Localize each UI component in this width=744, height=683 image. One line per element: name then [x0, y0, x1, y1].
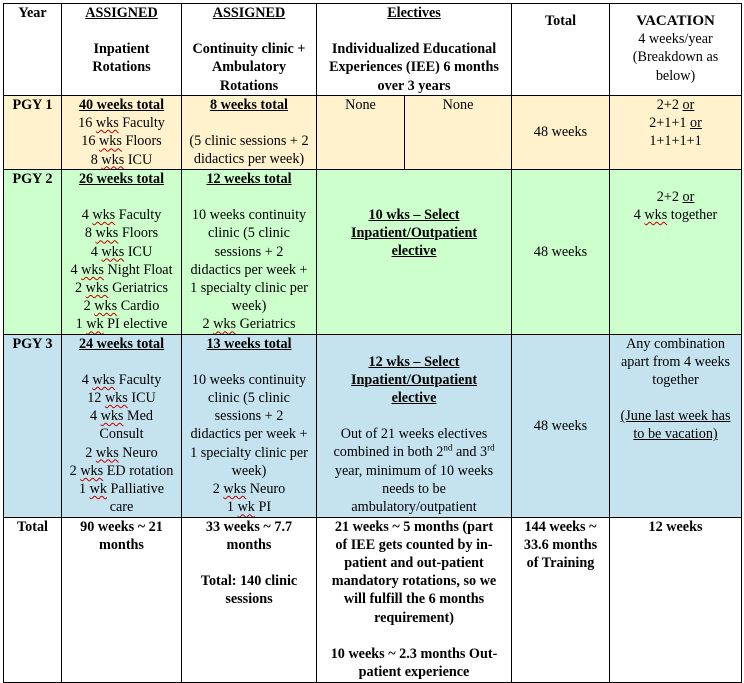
totals-continuity [182, 517, 317, 682]
totals-training-line: 144 weeks ~ [524, 518, 597, 535]
pgy3-elective-note: year, minimum of 10 weeks [334, 462, 494, 479]
rotation-item: 4 wks Faculty [81, 371, 162, 388]
pgy3-continuity-line: 1 specialty clinic per [190, 444, 308, 461]
header-assigned-1: ASSIGNED [85, 5, 158, 21]
pgy3-elective-note: combined in both 2nd and 3rd [333, 442, 495, 461]
pgy2-continuity-line: 1 specialty clinic per [190, 280, 308, 297]
rotation-item: 2 wks Geriatrics [75, 280, 168, 297]
header-electives-line: Individualized Educational [331, 41, 497, 58]
rotation-item: 2 wks Neuro [85, 444, 158, 461]
pgy3-label: PGY 3 [4, 334, 62, 517]
header-vacation-title: VACATION [636, 13, 715, 29]
totals-row [4, 517, 742, 682]
totals-electives-line: 21 weeks ~ 5 months (part [334, 518, 494, 535]
pgy3-continuity-line: clinic (5 clinic [208, 390, 290, 407]
pgy3-inpatient-total: 24 weeks total [78, 335, 165, 352]
header-inpatient-line: Inpatient [93, 41, 150, 58]
pgy3-elective-line: elective [391, 390, 437, 407]
header-assigned-2: ASSIGNED [212, 5, 286, 21]
rotation-item: 1 wk Palliative [78, 481, 165, 498]
pgy2-continuity [182, 170, 317, 335]
header-electives-line: over 3 years [377, 77, 451, 94]
pgy2-continuity-line: sessions + 2 [214, 243, 284, 260]
totals-inpatient [62, 517, 182, 682]
rotation-item: 12 wks ICU [87, 390, 156, 407]
pgy2-inpatient-total: 26 weeks total [78, 171, 165, 187]
totals-inpatient-line: months [99, 536, 144, 553]
totals-electives-out: patient experience [358, 664, 470, 681]
pgy1-row [4, 96, 742, 170]
pgy3-vacation [610, 334, 742, 517]
rotation-item: 4 wks Night Float [70, 261, 173, 278]
header-inpatient-line: Rotations [92, 59, 151, 76]
pgy2-inpatient [62, 170, 182, 335]
pgy1-vacation [610, 96, 742, 170]
pgy3-elective-note: Out of 21 weeks electives [340, 426, 488, 443]
pgy3-inpatient [62, 334, 182, 517]
totals-vacation: 12 weeks [610, 517, 742, 682]
rotation-item: 1 wk PI elective [75, 316, 168, 333]
pgy3-continuity [182, 334, 317, 517]
totals-label: Total [4, 517, 62, 682]
pgy2-row [4, 170, 742, 335]
pgy3-elective-line: Inpatient/Outpatient [350, 371, 478, 388]
pgy2-continuity-total: 12 weeks total [206, 171, 292, 187]
pgy2-vacation [610, 170, 742, 335]
pgy2-elective-line: elective [391, 243, 437, 260]
rotation-item: 16 wks Faculty [78, 115, 165, 132]
totals-electives-out: 10 weeks ~ 2.3 months Out- [330, 645, 498, 662]
rotation-item: 8 wks Floors [84, 225, 159, 242]
totals-electives-line: requirement) [374, 609, 454, 626]
vacation-option: 2+2 or [656, 189, 695, 205]
rotation-item: 16 wks Floors [81, 133, 162, 150]
header-continuity [182, 4, 317, 96]
pgy3-vacation-line: together [652, 372, 699, 389]
rotation-item: 4 wks ICU [90, 243, 153, 260]
header-electives-title: Electives [387, 5, 441, 21]
pgy3-row [4, 334, 742, 517]
header-continuity-line: Rotations [219, 77, 279, 94]
totals-training-line: 33.6 months [523, 536, 598, 553]
totals-training [512, 517, 610, 682]
totals-training-line: of Training [526, 555, 595, 572]
vacation-option: 4 wks together [633, 207, 718, 224]
header-vacation [610, 4, 742, 96]
pgy2-total: 48 weeks [512, 170, 610, 335]
pgy3-continuity-line: week) [231, 462, 267, 479]
header-electives-line: Experiences (IEE) 6 months [329, 59, 499, 76]
totals-electives-line: mandatory rotations, so we [331, 573, 497, 590]
pgy1-continuity [182, 96, 317, 170]
pgy1-label: PGY 1 [4, 96, 62, 170]
header-vacation-line: 4 weeks/year [638, 31, 713, 48]
header-electives [317, 4, 512, 96]
rotation-item: 2 wks ED rotation [69, 462, 174, 479]
pgy1-total: 48 weeks [512, 96, 610, 170]
pgy2-continuity-line: 10 weeks continuity [191, 207, 307, 224]
pgy3-vacation-line: Any combination [626, 335, 725, 352]
header-continuity-line: Continuity clinic + [192, 41, 306, 58]
residency-schedule-table [3, 3, 742, 683]
rotation-item: 2 wks Neuro [212, 481, 286, 498]
header-year: Year [4, 4, 62, 96]
totals-inpatient-line: 90 weeks ~ 21 [80, 518, 163, 535]
totals-electives-line: of IEE gets counted by in- [335, 536, 493, 553]
rotation-item: 2 wks Geriatrics [202, 316, 296, 333]
pgy2-label: PGY 2 [4, 170, 62, 335]
header-continuity-line: Ambulatory [211, 59, 287, 76]
pgy3-continuity-line: sessions + 2 [214, 408, 284, 425]
totals-continuity-line: months [226, 536, 272, 553]
pgy1-continuity-line: didactics per week) [193, 151, 305, 168]
header-inpatient [62, 4, 182, 96]
pgy1-inpatient-total: 40 weeks total [78, 97, 165, 113]
pgy3-continuity-line: 10 weeks continuity [191, 371, 307, 388]
pgy3-total: 48 weeks [512, 334, 610, 517]
rotation-item: Consult [99, 426, 144, 443]
pgy3-elective-line: 12 wks – Select [368, 353, 460, 370]
rotation-item: care [109, 499, 134, 516]
rotation-item: 4 wks Faculty [81, 207, 162, 224]
pgy2-elective-line: 10 wks – Select [368, 207, 460, 223]
vacation-option: 1+1+1+1 [649, 133, 702, 150]
pgy1-elective-b: None [405, 96, 512, 170]
header-vacation-line: (Breakdown as [632, 49, 719, 66]
totals-electives-line: patient and out-patient [344, 555, 484, 572]
pgy3-continuity-total: 13 weeks total [206, 335, 292, 352]
totals-electives [317, 517, 512, 682]
vacation-option: 2+2 or [656, 97, 695, 113]
pgy2-continuity-line: clinic (5 clinic [208, 225, 290, 242]
vacation-option: 2+1+1 or [649, 115, 702, 132]
pgy2-elective [317, 170, 512, 335]
header-total-label: Total [545, 13, 577, 29]
pgy2-continuity-line: week) [231, 298, 267, 315]
totals-sessions-line: sessions [225, 591, 273, 608]
pgy1-continuity-total: 8 weeks total [209, 97, 289, 113]
pgy3-elective [317, 334, 512, 517]
pgy3-vacation-line: apart from 4 weeks [620, 353, 731, 370]
pgy3-elective-note: ambulatory/outpatient [351, 499, 477, 516]
header-total [512, 4, 610, 96]
pgy2-continuity-line: didactics per week + [190, 261, 308, 278]
rotation-item: 8 wks ICU [90, 151, 153, 168]
totals-continuity-line: 33 weeks ~ 7.7 [205, 518, 293, 535]
pgy2-elective-line: Inpatient/Outpatient [350, 225, 478, 242]
rotation-item: 1 wk PI [226, 499, 272, 516]
pgy3-elective-note: needs to be [382, 480, 446, 497]
totals-sessions-line: Total: 140 clinic [200, 573, 298, 590]
pgy1-elective-a: None [317, 96, 405, 170]
header-vacation-line: below) [655, 67, 696, 84]
pgy3-vacation-note: to be vacation) [633, 426, 718, 443]
header-row [4, 4, 742, 96]
rotation-item: 2 wks Cardio [83, 298, 160, 315]
pgy3-continuity-line: didactics per week + [190, 426, 308, 443]
rotation-item: 4 wks Med [89, 408, 154, 425]
totals-electives-line: will fulfill the 6 months [343, 591, 485, 608]
pgy1-inpatient [62, 96, 182, 170]
pgy3-vacation-note: (June last week has [620, 408, 731, 425]
pgy1-continuity-line: (5 clinic sessions + 2 [189, 133, 309, 150]
